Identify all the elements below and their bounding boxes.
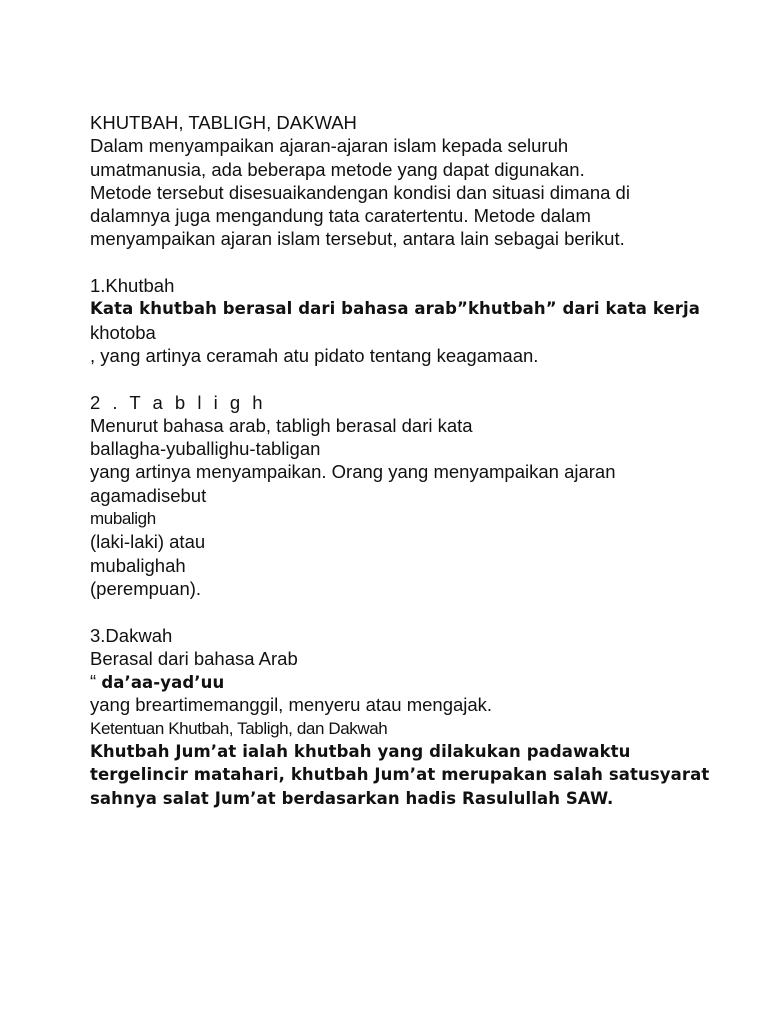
intro-line: dalamnya juga mengandung tata caratertentu. Metode dalam <box>90 205 591 227</box>
section-heading-tabligh: 2 . T a b l i g h <box>90 391 267 413</box>
intro-line: umatmanusia, ada beberapa metode yang dapat digunakan. <box>90 158 585 180</box>
tabligh-line: agamadisebut <box>90 484 207 506</box>
khutbah-definition-bold: Kata khutbah berasal dari bahasa arab”khutbah” dari kata kerja <box>90 299 701 319</box>
paragraph-gap <box>90 600 730 623</box>
paragraph-gap <box>90 251 730 274</box>
tabligh-line: Menurut bahasa arab, tabligh berasal dari kata <box>90 414 473 436</box>
khutbah-jumat-line: Khutbah Jum’at ialah khutbah yang dilakukan padawaktu <box>90 742 631 762</box>
document-title: KHUTBAH, TABLIGH, DAKWAH <box>90 112 357 133</box>
section-heading-khutbah: 1.Khutbah <box>90 275 175 297</box>
dakwah-arabic-term: da’aa-yad’uu <box>101 673 225 693</box>
intro-line: Dalam menyampaikan ajaran-ajaran islam kepada seluruh <box>90 135 569 157</box>
dakwah-quote-line <box>90 670 730 693</box>
document-body <box>90 111 730 810</box>
intro-line: menyampaikan ajaran islam tersebut, antara lain sebagai berikut. <box>90 228 625 250</box>
khutbah-line: khotoba <box>90 321 156 343</box>
tabligh-line: mubalighah <box>90 554 186 576</box>
intro-line: Metode tersebut disesuaikandengan kondisi dan situasi dimana di <box>90 181 630 203</box>
tabligh-line: (laki-laki) atau <box>90 531 206 553</box>
section-heading-dakwah: 3.Dakwah <box>90 624 173 646</box>
dakwah-line: Berasal dari bahasa Arab <box>90 647 298 669</box>
khutbah-jumat-line: tergelincir matahari, khutbah Jum’at merupakan salah satusyarat <box>90 765 710 785</box>
quote-mark: “ <box>90 671 102 693</box>
dakwah-line: yang breartimemanggil, menyeru atau mengajak. <box>90 694 493 716</box>
paragraph-gap <box>90 367 730 390</box>
tabligh-line: ballagha-yuballighu-tabligan <box>90 438 321 460</box>
tabligh-line: (perempuan). <box>90 577 202 599</box>
tabligh-term-mubaligh: mubaligh <box>90 509 156 529</box>
khutbah-line: , yang artinya ceramah atu pidato tentang keagamaan. <box>90 344 539 366</box>
tabligh-line: yang artinya menyampaikan. Orang yang menyampaikan ajaran <box>90 461 616 483</box>
ketentuan-subheading: Ketentuan Khutbah, Tabligh, dan Dakwah <box>90 718 388 738</box>
khutbah-jumat-line: sahnya salat Jum’at berdasarkan hadis Rasulullah SAW. <box>90 788 614 808</box>
